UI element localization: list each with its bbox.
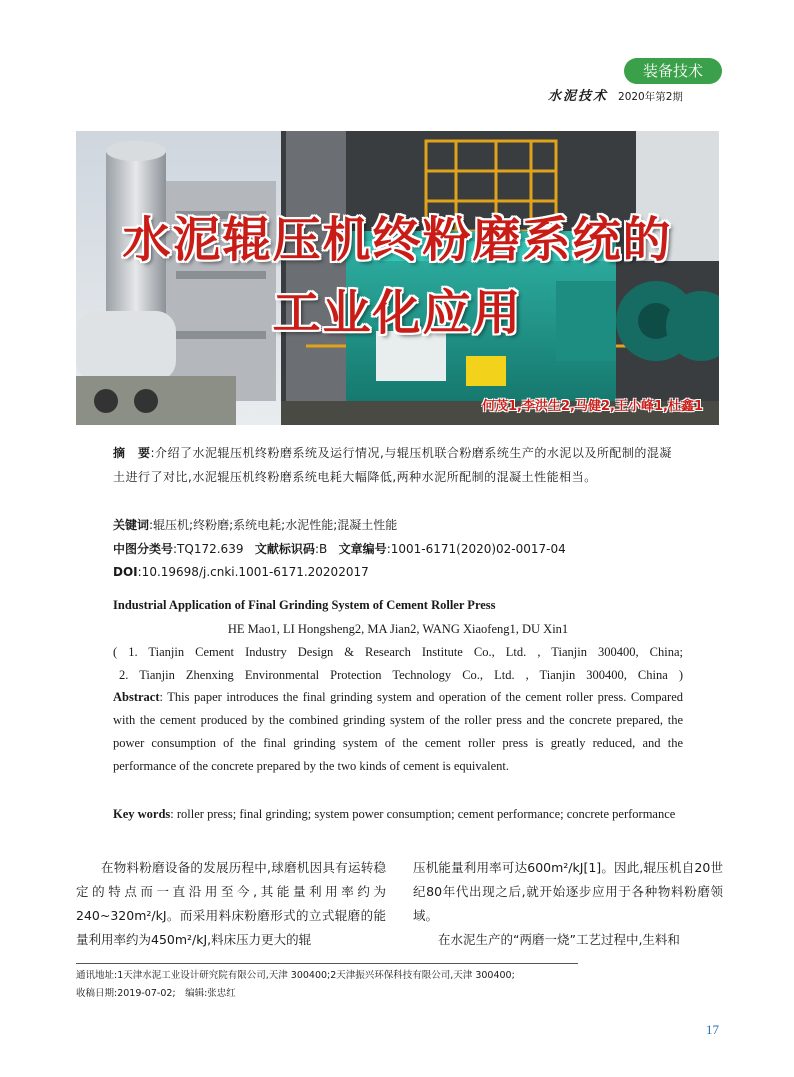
abstract-cn	[113, 441, 683, 489]
issue-number: 2020年第2期	[618, 91, 683, 103]
keywords-cn	[113, 514, 683, 537]
affiliation-2: 2. Tianjin Zhenxing Environmental Protection Technology Co., Ltd. , Tianjin 300400, China )	[119, 668, 683, 682]
abstract-en-label: Abstract	[113, 690, 160, 704]
doc-code-label: 文献标识码	[254, 542, 315, 556]
abstract-en-text: : This paper introduces the final grinding system and operation of the cement roller press. Compared with the cement produced by the combined grinding system of the roller press and the concrete prepared, the power consumption of the final grinding system of the cement roller press is greatly reduced, and the performance of the concrete prepared by the two kinds of cement is equivalent.	[113, 690, 683, 773]
keywords-en	[113, 803, 683, 826]
authors-en: HE Mao1, LI Hongsheng2, MA Jian2, WANG Xiaofeng1, DU Xin1	[227, 622, 569, 636]
footnote-address: 通讯地址:1天津水泥工业设计研究院有限公司,天津 300400;2天津振兴环保科技有限公司,天津 300400;	[76, 970, 515, 981]
doi-label: DOI	[113, 565, 138, 579]
clc-label: 中图分类号	[113, 542, 174, 556]
section-tag: 装备技术	[624, 58, 722, 84]
doi-value: :10.19698/j.cnki.1001-6171.20202017	[137, 565, 369, 579]
doi-line	[113, 561, 683, 584]
page-number: 17	[706, 1022, 719, 1037]
keywords-cn-text: :辊压机;终粉磨;系统电耗;水泥性能;混凝土性能	[149, 518, 398, 532]
article-no-value: :1001-6171(2020)02-0017-04	[386, 542, 566, 556]
journal-issue-line	[548, 85, 683, 104]
keywords-en-text: : roller press; final grinding; system power consumption; cement performance; concrete performance	[170, 807, 676, 821]
authors-cn: 何茂1,李洪生2,马健2,王小峰1,杜鑫1	[482, 399, 703, 414]
abstract-cn-text: :介绍了水泥辊压机终粉磨系统及运行情况,与辊压机联合粉磨系统生产的水泥以及所配制的混凝土进行了对比,水泥辊压机终粉磨系统电耗大幅降低,两种水泥所配制的混凝土性能相当。	[113, 446, 672, 484]
doc-code-value: :B	[314, 542, 328, 556]
classification-line	[113, 538, 683, 561]
body-right-para2: 在水泥生产的“两磨一烧”工艺过程中,生料和	[438, 932, 680, 947]
footnote-rule	[76, 963, 578, 964]
body-right-para1: 压机能量利用率可达600m²/kJ[1]。因此,辊压机自20世纪80年代出现之后,就开始逐步应用于各种物料粉磨领域。	[413, 860, 723, 923]
footnote-received: 收稿日期:2019-07-02; 编辑:张忠红	[76, 988, 236, 999]
keywords-cn-label: 关键词	[113, 518, 150, 532]
body-right-column	[413, 856, 723, 952]
title-cn-line1: 水泥辊压机终粉磨系统的	[122, 212, 673, 268]
affiliation-1: ( 1. Tianjin Cement Industry Design & Research Institute Co., Ltd. , Tianjin 300400, China;	[113, 645, 683, 659]
journal-name: 水泥技术	[548, 89, 609, 104]
abstract-cn-label: 摘 要	[113, 446, 151, 460]
body-left-column: 在物料粉磨设备的发展历程中,球磨机因具有运转稳定的特点而一直沿用至今,其能量利用率约为240~320m²/kJ。而采用料床粉磨形式的立式辊磨的能量利用率约为450m²/kJ,料床压力更大的辊	[76, 860, 386, 947]
article-no-label: 文章编号	[338, 542, 387, 556]
keywords-en-label: Key words	[113, 807, 171, 821]
abstract-en	[113, 686, 683, 778]
clc-value: :TQ172.639	[173, 542, 244, 556]
hero-photo	[76, 131, 719, 425]
title-cn-line2: 工业化应用	[272, 285, 523, 341]
title-en: Industrial Application of Final Grinding System of Cement Roller Press	[113, 598, 496, 612]
